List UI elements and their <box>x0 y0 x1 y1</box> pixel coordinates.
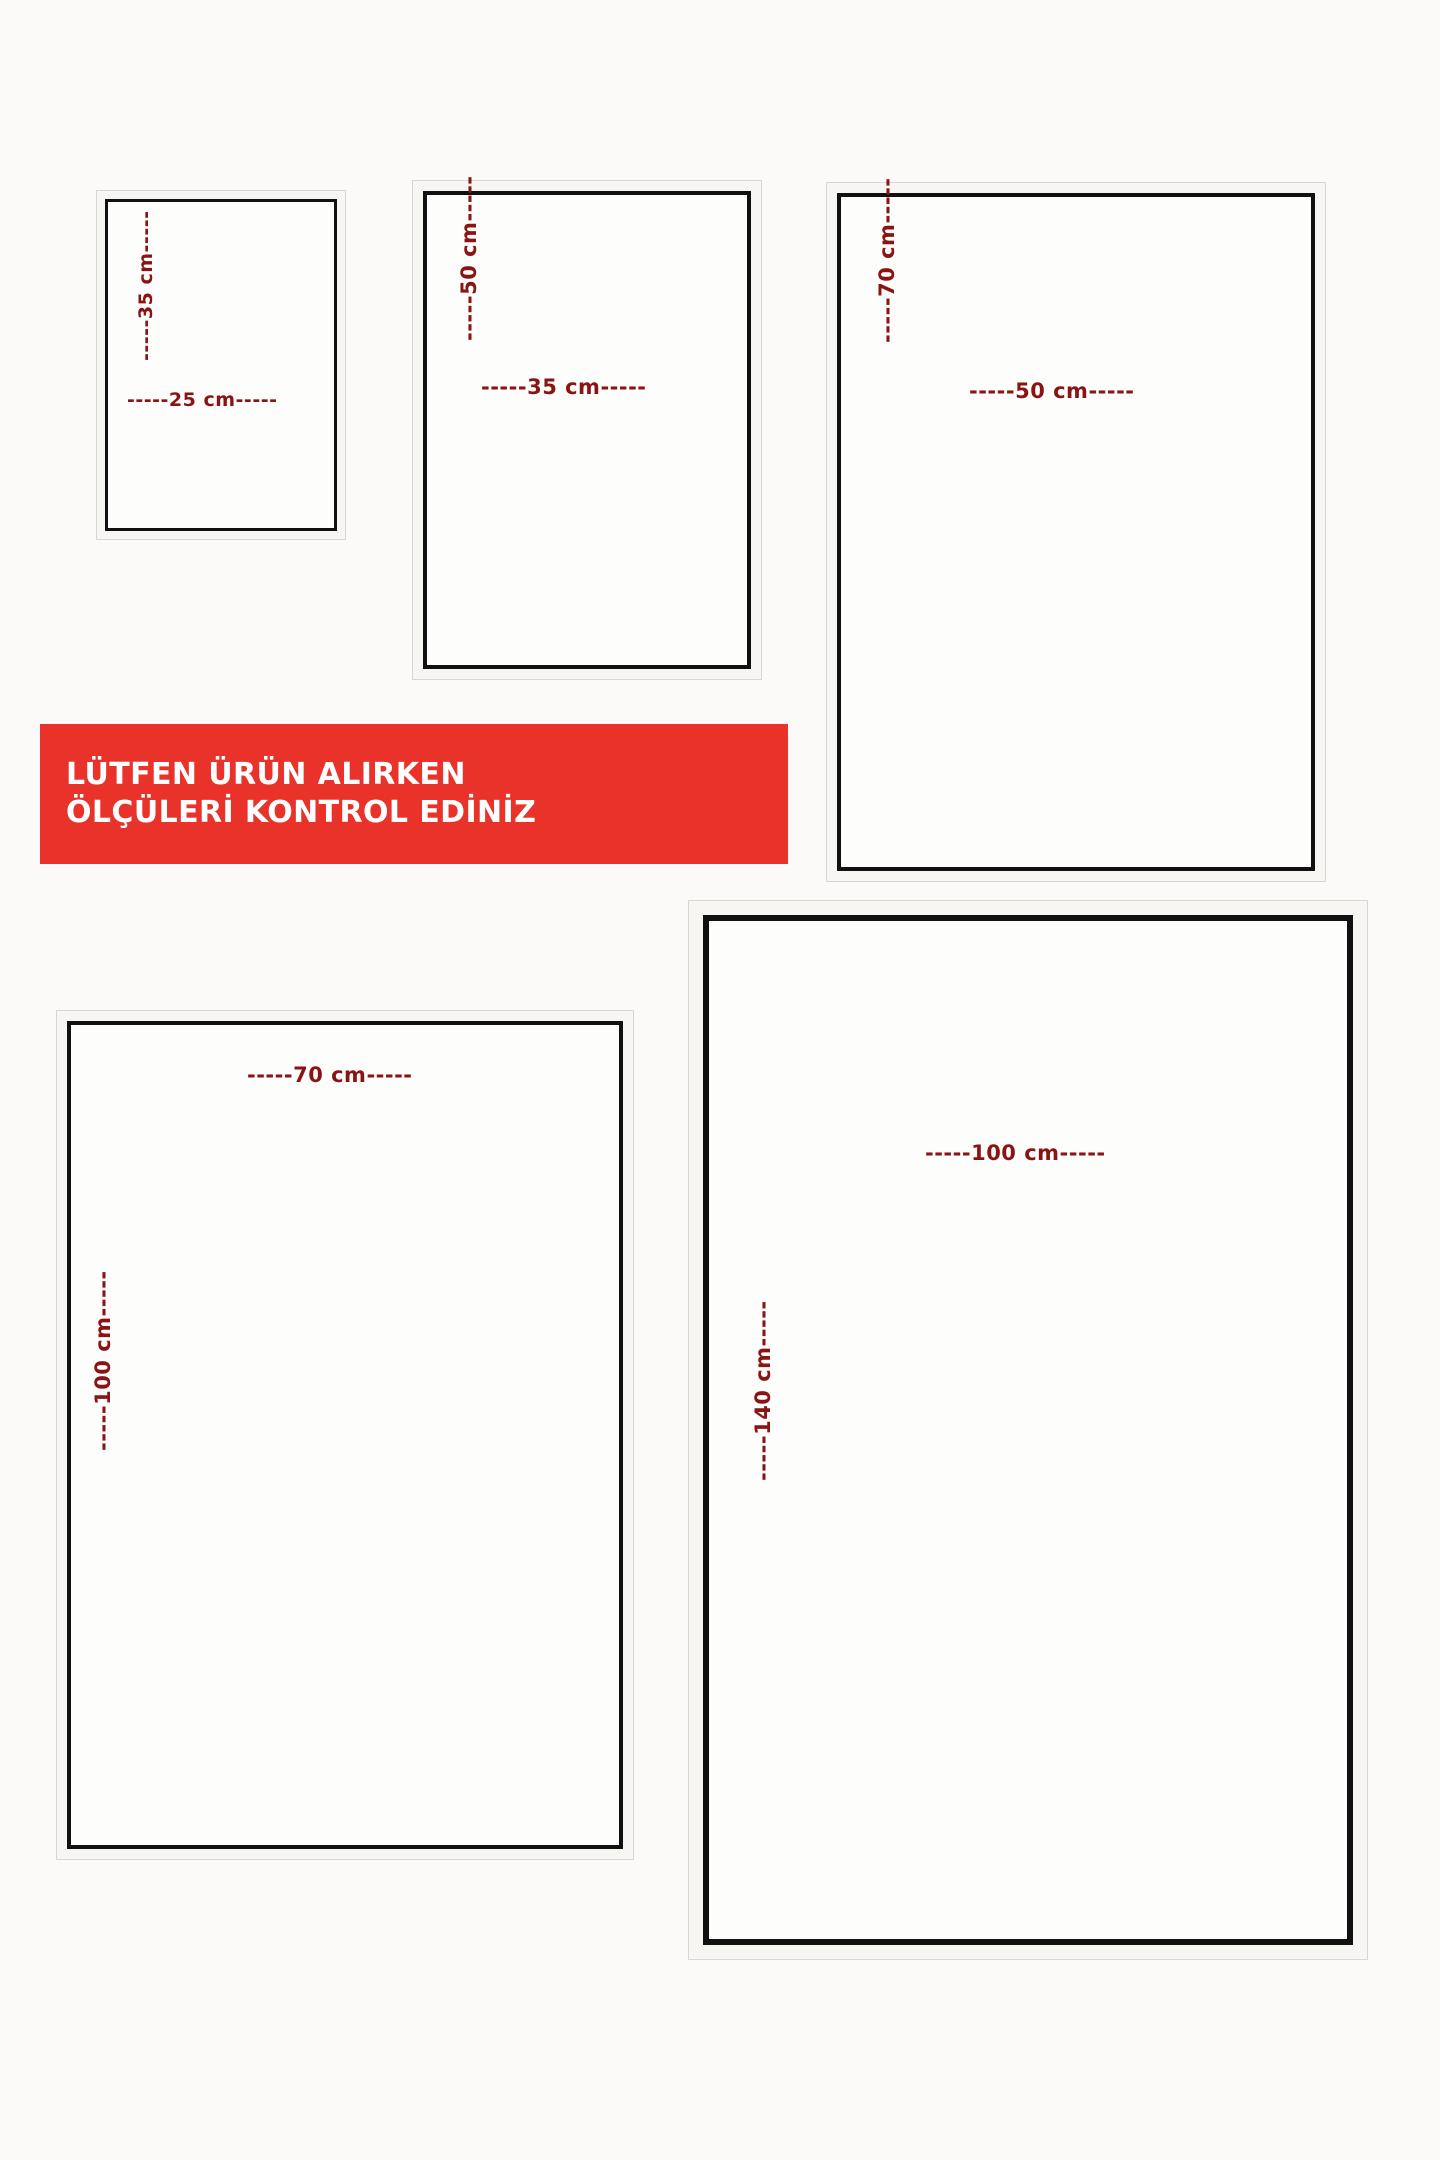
warning-banner-line-1: LÜTFEN ÜRÜN ALIRKEN <box>66 756 466 792</box>
frame-50x70-width-label: -----50 cm----- <box>969 379 1135 403</box>
frame-50x70 <box>826 177 1326 882</box>
frame-50x70-height-label: -----70 cm----- <box>875 177 899 343</box>
frame-70x100-height-label: -----100 cm----- <box>91 1270 115 1451</box>
frame-100x140 <box>688 900 1368 1960</box>
frame-70x100 <box>56 1010 634 1860</box>
frame-25x35 <box>96 190 346 540</box>
frame-50x70-inner <box>837 193 1315 871</box>
frame-100x140-width-label: -----100 cm----- <box>925 1141 1106 1165</box>
frame-25x35-height-label: -----35 cm----- <box>135 210 157 361</box>
frame-35x50 <box>412 175 762 680</box>
warning-banner <box>40 724 788 864</box>
frame-70x100-inner <box>67 1021 623 1849</box>
frame-35x50-width-label: -----35 cm----- <box>481 375 647 399</box>
frame-35x50-height-label: -----50 cm----- <box>457 175 481 341</box>
frame-70x100-width-label: -----70 cm----- <box>247 1063 413 1087</box>
frame-25x35-width-label: -----25 cm----- <box>127 389 278 411</box>
frame-100x140-height-label: -----140 cm----- <box>751 1300 775 1481</box>
warning-banner-line-2: ÖLÇÜLERİ KONTROL EDİNİZ <box>66 795 537 830</box>
frame-100x140-inner <box>703 915 1353 1945</box>
